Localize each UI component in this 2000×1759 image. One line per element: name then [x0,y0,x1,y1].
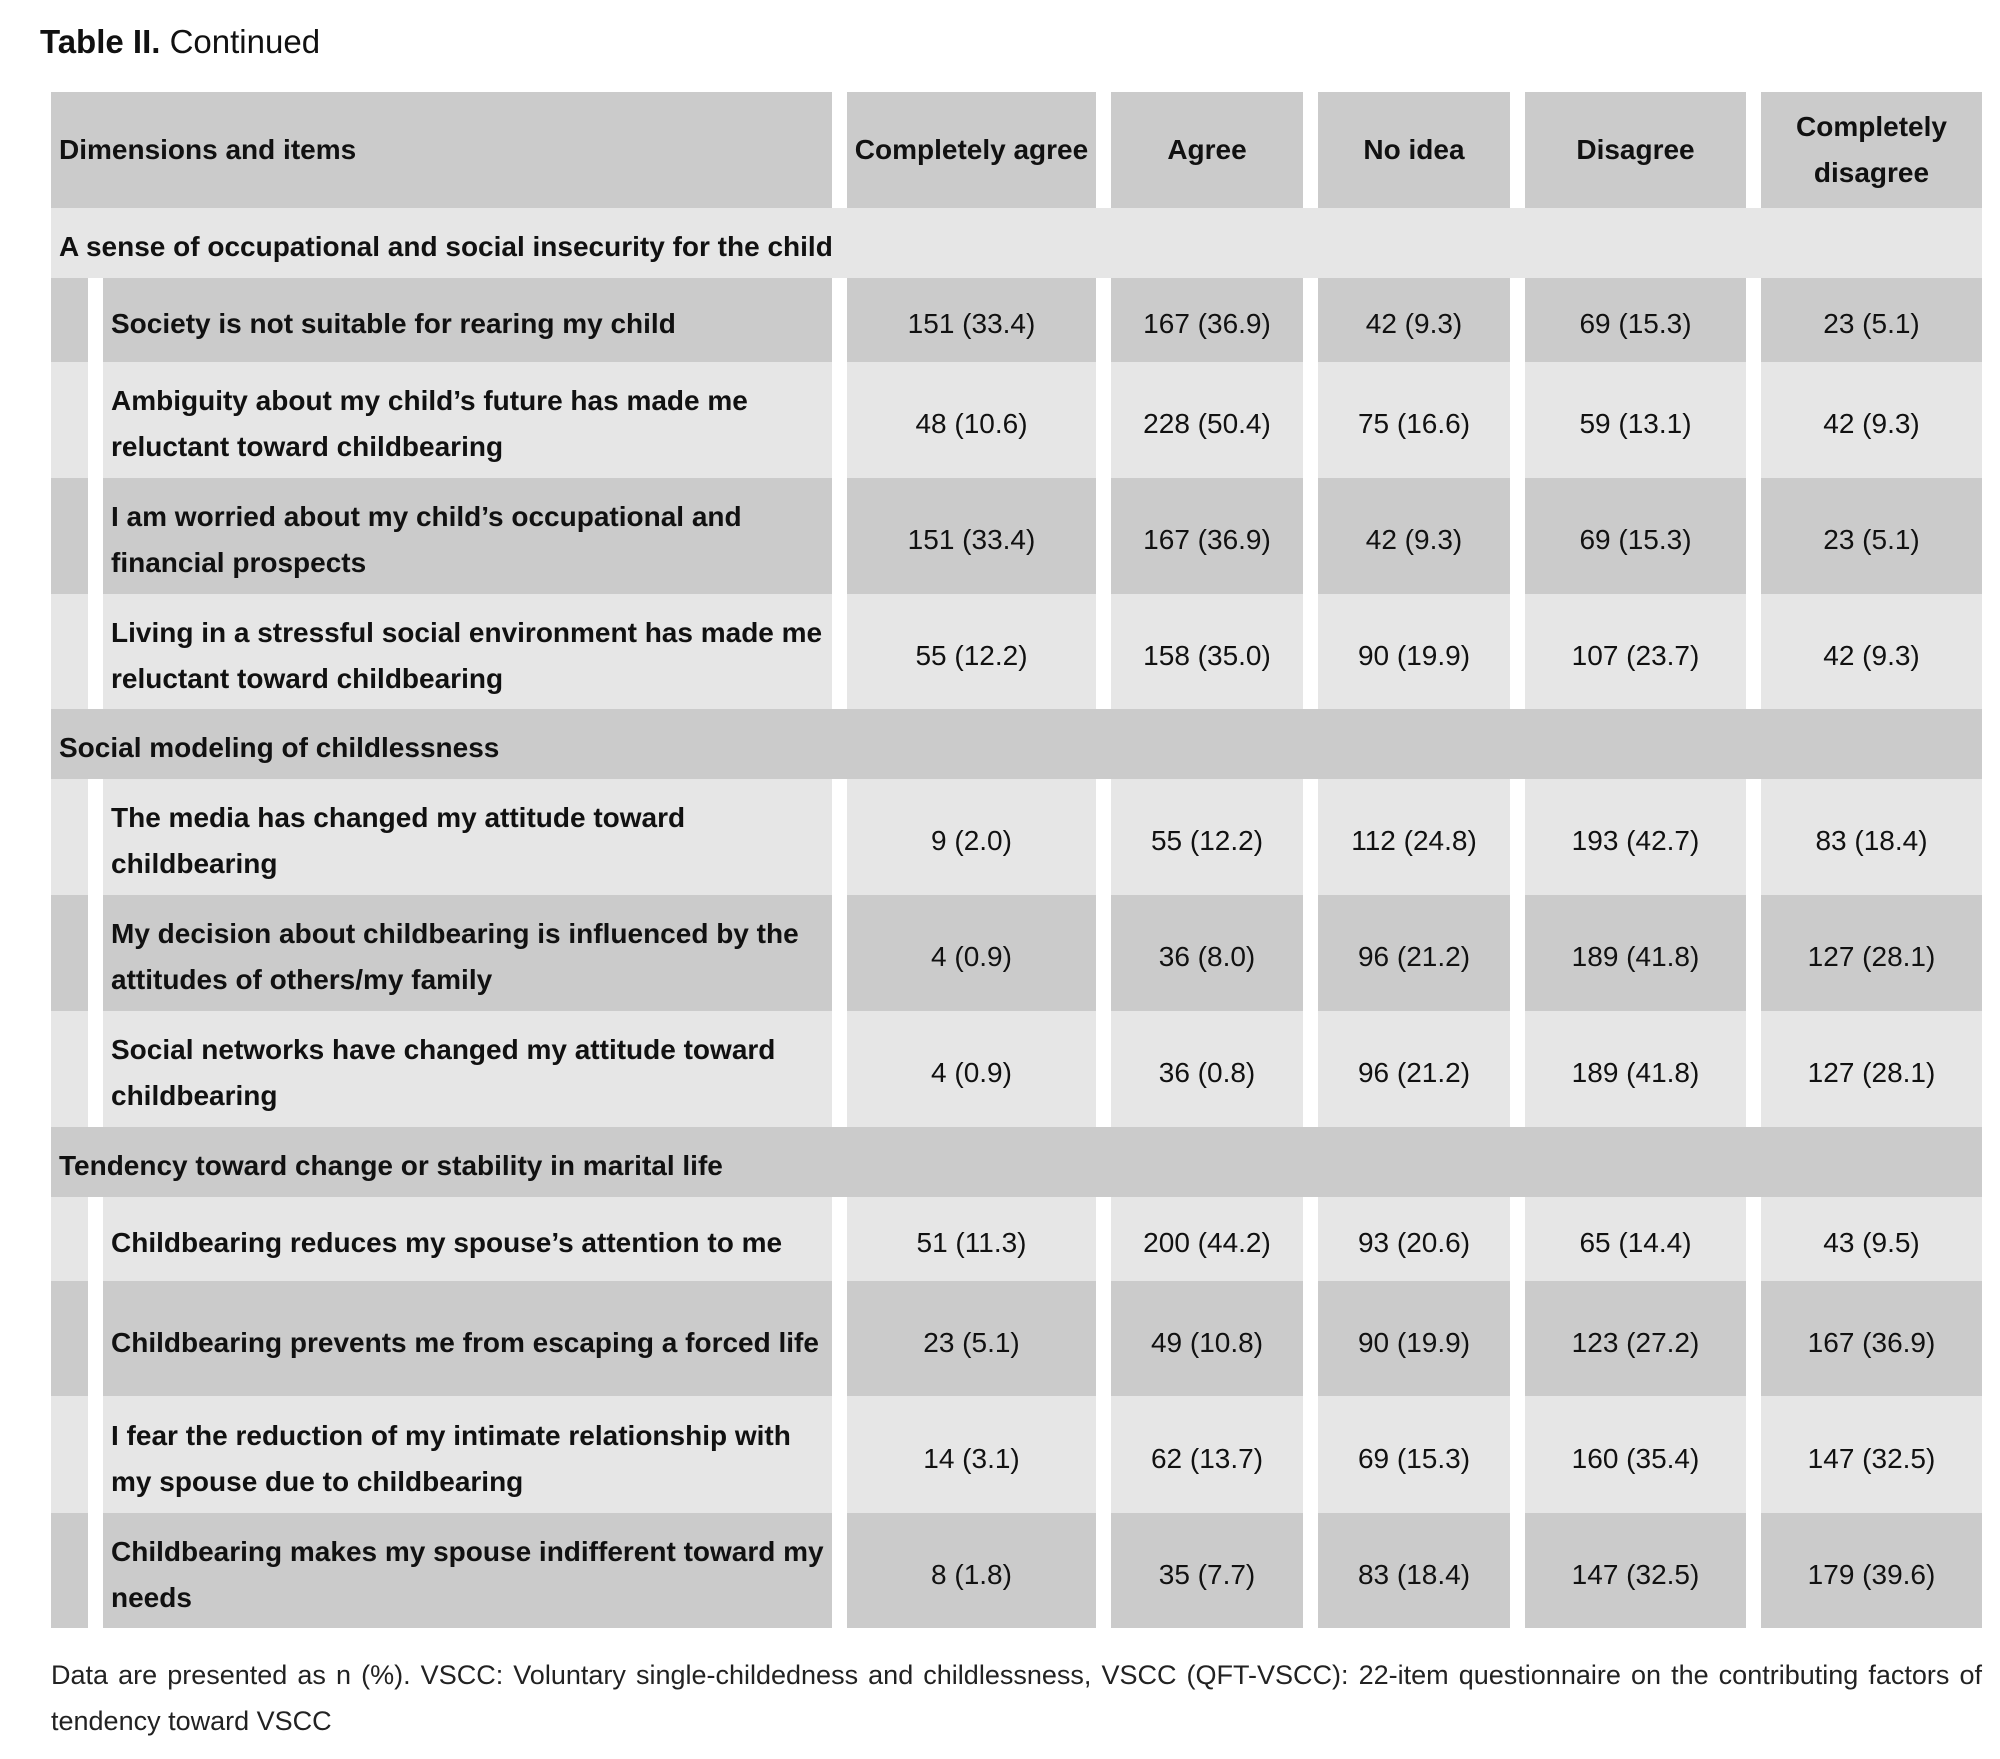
table-cell-value: 48 (10.6) [847,362,1096,478]
item-label: Childbearing makes my spouse indifferent toward my needs [103,1513,832,1628]
table-cell-value: 62 (13.7) [1111,1396,1303,1513]
item-label: Living in a stressful social environment has made me reluctant toward childbearing [103,594,832,709]
section-header: Tendency toward change or stability in marital life [51,1127,1982,1197]
table-cell-value: 189 (41.8) [1525,895,1746,1011]
table-cell-value: 167 (36.9) [1111,278,1303,362]
item-label: Childbearing prevents me from escaping a forced life [103,1281,832,1396]
row-stub [51,1281,88,1396]
table-cell-value: 160 (35.4) [1525,1396,1746,1513]
item-label: I fear the reduction of my intimate relationship with my spouse due to childbearing [103,1396,832,1513]
table-cell-value: 83 (18.4) [1318,1513,1510,1628]
row-stub [51,779,88,895]
table-footnote: Data are presented as n (%). VSCC: Voluntary single-childedness and childlessness, VSCC (QFT-VSCC): 22-item questionnaire on the contributing factors of tendency toward VSCC [51,1660,1982,1736]
table-cell-value: 36 (8.0) [1111,895,1303,1011]
table-cell-value: 42 (9.3) [1318,478,1510,594]
table-cell-value: 4 (0.9) [847,1011,1096,1127]
table-cell-value: 127 (28.1) [1761,1011,1982,1127]
table-cell-value: 83 (18.4) [1761,779,1982,895]
table-caption [40,20,320,64]
item-label: I am worried about my child’s occupational and financial prospects [103,478,832,594]
table-cell-value: 14 (3.1) [847,1396,1096,1513]
table-cell-value: 23 (5.1) [847,1281,1096,1396]
table-cell-value: 193 (42.7) [1525,779,1746,895]
row-stub [51,895,88,1011]
table-cell-value: 9 (2.0) [847,779,1096,895]
table-cell-value: 42 (9.3) [1318,278,1510,362]
table-cell-value: 189 (41.8) [1525,1011,1746,1127]
table-cell-value: 69 (15.3) [1318,1396,1510,1513]
table-cell-value: 8 (1.8) [847,1513,1096,1628]
column-header: Agree [1111,92,1303,208]
table-cell-value: 55 (12.2) [847,594,1096,709]
table-cell-value: 151 (33.4) [847,278,1096,362]
row-stub [51,278,88,362]
table-cell-value: 75 (16.6) [1318,362,1510,478]
table-cell-value: 200 (44.2) [1111,1197,1303,1281]
table-cell-value: 65 (14.4) [1525,1197,1746,1281]
row-stub [51,1513,88,1628]
column-header: Disagree [1525,92,1746,208]
table-cell-value: 90 (19.9) [1318,1281,1510,1396]
row-stub [51,362,88,478]
table-cell-value: 127 (28.1) [1761,895,1982,1011]
column-header: Completely agree [847,92,1096,208]
table-cell-value: 36 (0.8) [1111,1011,1303,1127]
table-cell-value: 35 (7.7) [1111,1513,1303,1628]
table-cell-value: 147 (32.5) [1761,1396,1982,1513]
row-stub [51,594,88,709]
table-cell-value: 112 (24.8) [1318,779,1510,895]
column-header: No idea [1318,92,1510,208]
item-label: The media has changed my attitude toward childbearing [103,779,832,895]
table-cell-value: 42 (9.3) [1761,362,1982,478]
table-cell-value: 90 (19.9) [1318,594,1510,709]
table-cell-value: 59 (13.1) [1525,362,1746,478]
table-cell-value: 123 (27.2) [1525,1281,1746,1396]
column-header: Completely disagree [1761,92,1982,208]
table-cell-value: 167 (36.9) [1111,478,1303,594]
table-cell-value: 23 (5.1) [1761,478,1982,594]
item-label: Society is not suitable for rearing my child [103,278,832,362]
table-cell-value: 23 (5.1) [1761,278,1982,362]
table-cell-value: 228 (50.4) [1111,362,1303,478]
item-label: Childbearing reduces my spouse’s attention to me [103,1197,832,1281]
table-label: Table II. [40,23,161,60]
table-caption-text: Continued [169,23,321,60]
table-cell-value: 4 (0.9) [847,895,1096,1011]
row-stub [51,1396,88,1513]
section-header: Social modeling of childlessness [51,709,1982,779]
section-header: A sense of occupational and social insecurity for the child [51,208,1982,278]
row-stub [51,478,88,594]
table-cell-value: 55 (12.2) [1111,779,1303,895]
column-header-item: Dimensions and items [51,92,832,208]
table-cell-value: 69 (15.3) [1525,478,1746,594]
table-cell-value: 107 (23.7) [1525,594,1746,709]
table-cell-value: 151 (33.4) [847,478,1096,594]
row-stub [51,1011,88,1127]
table-cell-value: 179 (39.6) [1761,1513,1982,1628]
item-label: Social networks have changed my attitude toward childbearing [103,1011,832,1127]
table-cell-value: 167 (36.9) [1761,1281,1982,1396]
table-cell-value: 158 (35.0) [1111,594,1303,709]
table-cell-value: 69 (15.3) [1525,278,1746,362]
table-cell-value: 96 (21.2) [1318,895,1510,1011]
row-stub [51,1197,88,1281]
table-cell-value: 93 (20.6) [1318,1197,1510,1281]
table-cell-value: 51 (11.3) [847,1197,1096,1281]
item-label: My decision about childbearing is influenced by the attitudes of others/my family [103,895,832,1011]
table-cell-value: 43 (9.5) [1761,1197,1982,1281]
item-label: Ambiguity about my child’s future has made me reluctant toward childbearing [103,362,832,478]
table-cell-value: 147 (32.5) [1525,1513,1746,1628]
table-cell-value: 42 (9.3) [1761,594,1982,709]
table-cell-value: 96 (21.2) [1318,1011,1510,1127]
table-cell-value: 49 (10.8) [1111,1281,1303,1396]
